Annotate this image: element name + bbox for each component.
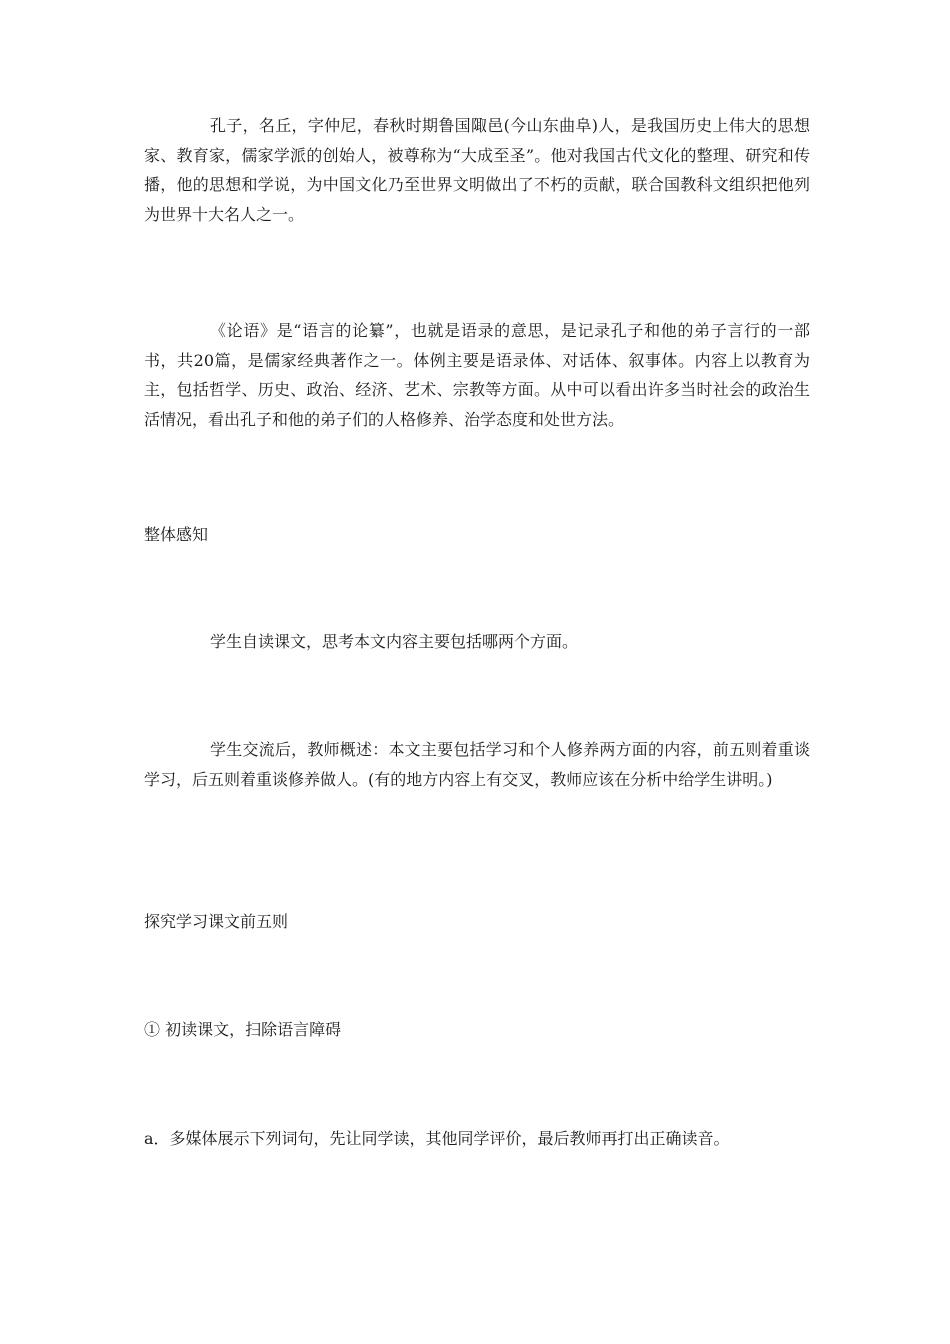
paragraph-confucius-intro: 孔子，名丘，字仲尼，春秋时期鲁国陬邑(今山东曲阜)人，是我国历史上伟大的思想家、教育家，儒家学派的创始人，被尊称为“大成至圣”。他对我国古代文化的整理、研究和传播，他的思想和学说，为中国文化乃至世界文明做出了不朽的贡献，联合国教科文组织把他列为世界十大名人之一。 — [144, 116, 810, 224]
paragraph-self-reading: 学生自读课文，思考本文内容主要包括哪两个方面。 — [210, 632, 579, 651]
section-heading-explore: 探究学习课文前五则 — [144, 912, 289, 931]
step-heading-first-reading: ① 初读课文，扫除语言障碍 — [144, 1020, 342, 1039]
paragraph-teacher-summary: 学生交流后，教师概述：本文主要包括学习和个人修养两方面的内容，前五则着重谈学习，后五则着重谈修养做人。(有的地方内容上有交叉，教师应该在分析中给学生讲明。) — [144, 740, 810, 789]
paragraph-analects-intro: 《论语》是“语言的论纂”，也就是语录的意思，是记录孔子和他的弟子言行的一部书，共20篇，是儒家经典著作之一。体例主要是语录体、对话体、叙事体。内容上以教育为主，包括哲学、历史、政治、经济、艺术、宗教等方面。从中可以看出许多当时社会的政治生活情况，看出孔子和他的弟子们的人格修养、治学态度和处世方法。 — [144, 321, 810, 429]
step-item-a: a．多媒体展示下列词句，先让同学读，其他同学评价，最后教师再打出正确读音。 — [144, 1129, 730, 1148]
section-heading-overall: 整体感知 — [144, 525, 209, 544]
